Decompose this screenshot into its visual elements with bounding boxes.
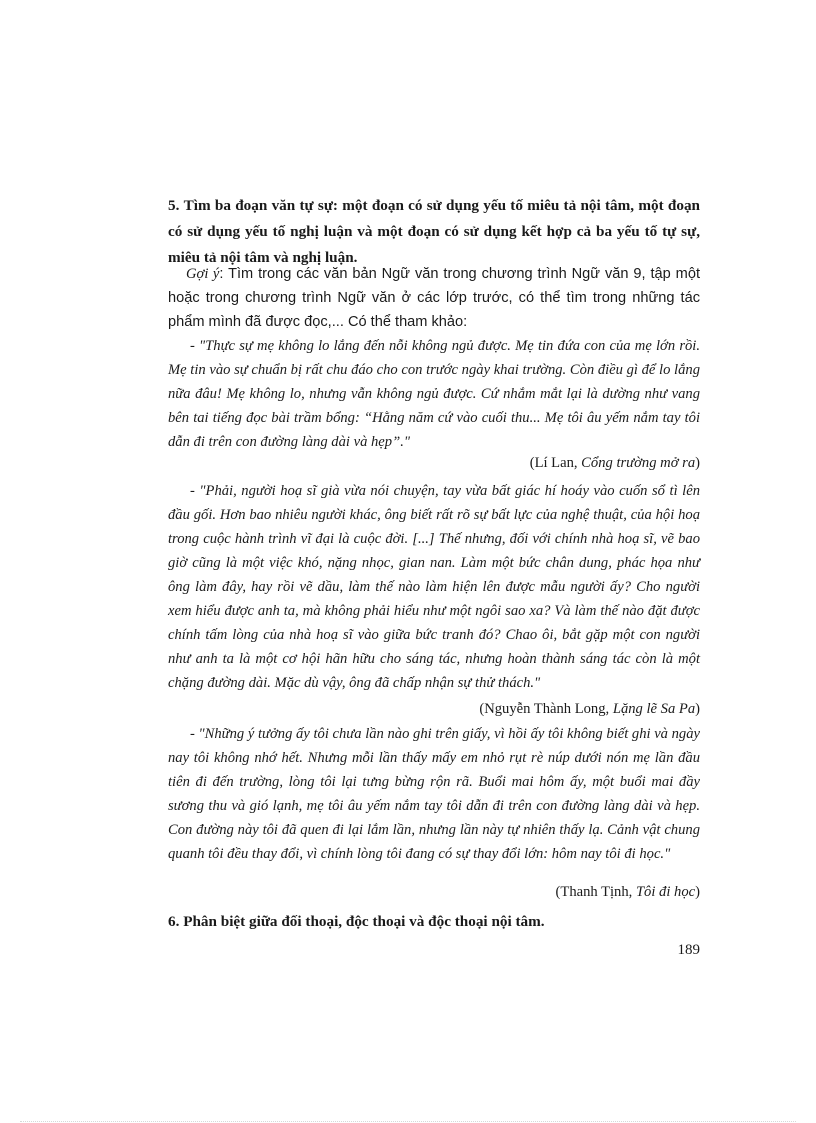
footer-divider	[20, 1121, 796, 1122]
exercise-5-number: 5.	[168, 197, 180, 214]
exercise-5-text: Tìm ba đoạn văn tự sự: một đoạn có sử dụng yếu tố miêu tả nội tâm, một đoạn có sử dụng yếu tố nghị luận và một đoạn có sử dụng kết hợp cả ba yếu tố tự sự, miêu tả nội tâm và nghị luận.	[168, 197, 700, 266]
exercise-6	[168, 909, 700, 935]
quote-2-author: (Nguyễn Thành Long,	[479, 701, 613, 717]
quote-1-author: (Lí Lan,	[529, 455, 582, 471]
quote-3-work: Tôi đi học	[635, 884, 696, 900]
quote-2: - "Phải, người hoạ sĩ già vừa nói chuyện, tay vừa bất giác hí hoáy vào cuốn sổ tì lên đầu gối. Hơn bao nhiêu người khác, ông biết rất rõ sự bất lực của nghệ thuật, của hội hoạ trong cuộc hành trình vĩ đại là cuộc đời. [...] Thế nhưng, đối với chính nhà hoạ sĩ, vẽ bao giờ cũng là một việc khó, nặng nhọc, gian nan. Làm một bức chân dung, phác họa như ông làm đây, hay rồi vẽ dầu, làm thế nào làm hiện lên được mẫu người ấy? Cho người xem hiểu được anh ta, mà không phải hiểu như một ngôi sao xa? Và làm thế nào đặt được chính tấm lòng của nhà hoạ sĩ vào giữa bức tranh đó? Chao ôi, bắt gặp một con người như anh ta là một cơ hội hãn hữu cho sáng tác, nhưng hoàn thành sáng tác còn là một chặng đường dài. Mặc dù vậy, ông đã chấp nhận sự thử thách."	[168, 483, 700, 691]
quote-1: - "Thực sự mẹ không lo lắng đến nỗi không ngủ được. Mẹ tin đứa con của mẹ lớn rồi. Mẹ tin vào sự chuẩn bị rất chu đáo cho con trước ngày khai trường. Còn điều gì để lo lắng nữa đâu! Mẹ không lo, nhưng vẫn không ngủ được. Cứ nhắm mắt lại là dường như vang bên tai tiếng đọc bài trầm bổng: “Hằng năm cứ vào cuối thu... Mẹ tôi âu yếm nắm tay tôi dẫn đi trên con đường làng dài và hẹp”."	[168, 338, 700, 450]
hint-label: Gợi ý	[186, 266, 220, 282]
exercise-5	[168, 193, 700, 271]
hint-text: : Tìm trong các văn bản Ngữ văn trong chương trình Ngữ văn 9, tập một hoặc trong chương trình Ngữ văn ở các lớp trước, có thể tìm trong những tác phẩm mình đã được đọc,... Có thể tham khảo:	[168, 266, 700, 330]
quote-2-source	[479, 697, 700, 721]
exercise-6-text: Phân biệt giữa đối thoại, độc thoại và độc thoại nội tâm.	[183, 913, 545, 930]
quote-3: - "Những ý tưởng ấy tôi chưa lần nào ghi trên giấy, vì hồi ấy tôi không biết ghi và ngày nay tôi không nhớ hết. Nhưng mỗi lần thấy mấy em nhỏ rụt rè núp dưới nón mẹ lần đầu tiên đi đến trường, lòng tôi lại tưng bừng rộn rã. Buổi mai hôm ấy, một buổi mai đầy sương thu và gió lạnh, mẹ tôi âu yếm nắm tay tôi dẫn đi trên con đường làng dài và hẹp. Con đường này tôi đã quen đi lại lắm lần, nhưng lần này tự nhiên thấy lạ. Cảnh vật chung quanh tôi đều thay đổi, vì chính lòng tôi đang có sự thay đổi lớn: hôm nay tôi đi học."	[168, 726, 700, 862]
quote-3-author: (Thanh Tịnh,	[555, 884, 636, 900]
hint-paragraph	[168, 262, 700, 334]
quote-3-source	[556, 880, 700, 904]
quote-1-source	[530, 451, 700, 475]
quote-1-close: )	[695, 455, 700, 471]
quote-1-work: Cổng trường mở ra	[581, 455, 696, 471]
exercise-6-number: 6.	[168, 913, 180, 930]
quote-3-close: )	[695, 884, 700, 900]
quote-2-work: Lặng lẽ Sa Pa	[612, 701, 696, 717]
page-number: 189	[677, 942, 700, 958]
quote-2-close: )	[695, 701, 700, 717]
